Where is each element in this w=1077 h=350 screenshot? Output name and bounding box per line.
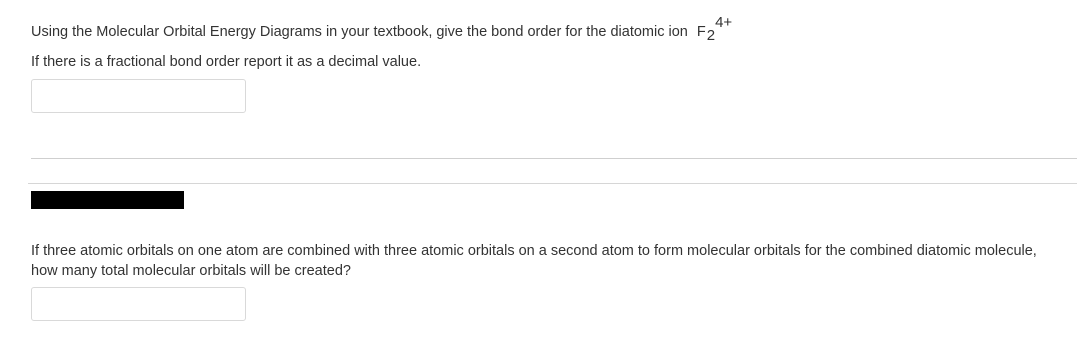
question-1-prompt (31, 14, 733, 44)
question-2-answer-input[interactable] (31, 287, 246, 321)
formula-element: F (696, 24, 706, 40)
redacted-question-header (31, 191, 184, 209)
question-1-prompt-text: Using the Molecular Orbital Energy Diagrams in your textbook, give the bond order for the diatomic ion (31, 24, 688, 40)
formula-superscript: 4+ (715, 14, 733, 31)
question-divider (31, 158, 1077, 159)
chemical-formula (696, 14, 733, 44)
question-1-instruction: If there is a fractional bond order report it as a decimal value. (31, 54, 422, 70)
formula-subscript: 2 (706, 27, 716, 44)
question-1-answer-input[interactable] (31, 79, 246, 113)
question-header-rule (28, 183, 1077, 184)
question-2-prompt: If three atomic orbitals on one atom are combined with three atomic orbitals on a second atom to form molecular orbitals for the combined diatomic molecule, how many total molecular orbitals will be created? (31, 243, 1037, 279)
